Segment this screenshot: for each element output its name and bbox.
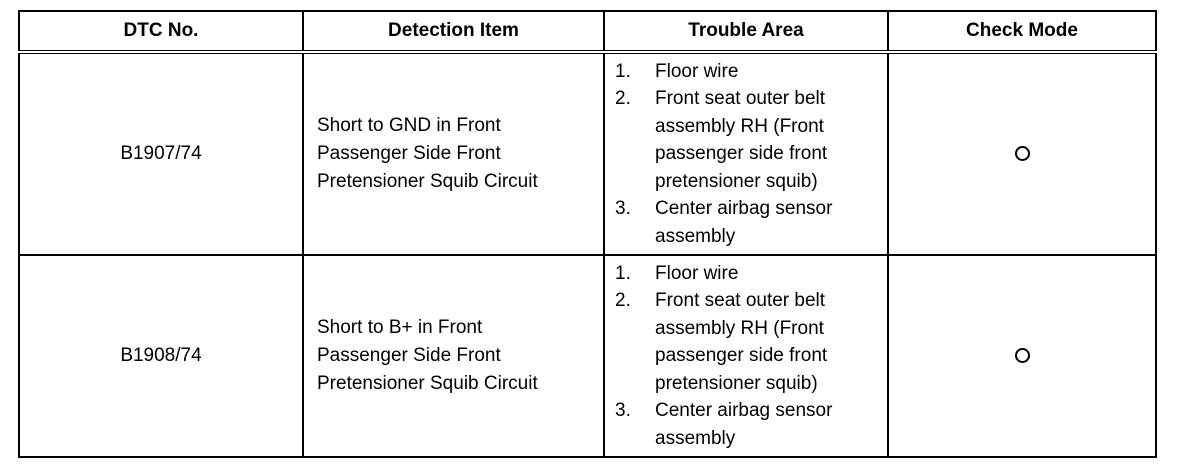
trouble-area [604,52,888,255]
dtc-table [18,10,1157,458]
list-item-line: Front seat outer belt [655,88,826,110]
dtc-code: B1907/74 [19,52,303,255]
list-item-text [655,397,887,452]
list-item-number: 1. [615,60,631,82]
header-dtc-no: DTC No. [19,11,303,52]
list-item-line: passenger side front [655,143,828,165]
list-item-line: Center airbag sensor [655,198,833,220]
dtc-code: B1908/74 [19,255,303,457]
trouble-area-list [615,58,887,251]
list-item [615,85,887,195]
list-item-number: 2. [615,290,631,312]
header-check-mode: Check Mode [888,11,1156,52]
list-item-number: 3. [615,400,631,422]
check-mode [888,255,1156,457]
check-mode [888,52,1156,255]
detection-item [303,255,604,457]
header-trouble-area: Trouble Area [604,11,888,52]
detection-line: Short to B+ in Front [317,317,483,338]
list-item-text [655,85,887,195]
list-item-number: 1. [615,262,631,284]
list-item-line: Floor wire [655,60,739,82]
list-item [615,287,887,397]
trouble-area [604,255,888,457]
list-item-number: 2. [615,88,631,110]
check-mode-circle-icon [1015,348,1030,363]
list-item-number: 3. [615,198,631,220]
detection-line: Short to GND in Front [317,115,501,136]
list-item-line: Center airbag sensor [655,400,833,422]
list-item-line: passenger side front [655,345,828,367]
list-item-line: assembly RH (Front [655,115,824,137]
list-item-line: pretensioner squib) [655,170,818,192]
table-header-row [19,11,1156,52]
detection-line: Pretensioner Squib Circuit [317,171,538,192]
list-item-line: assembly [655,225,736,247]
detection-item [303,52,604,255]
list-item [615,58,887,86]
detection-line: Passenger Side Front [317,143,501,164]
header-detection-item: Detection Item [303,11,604,52]
detection-line: Passenger Side Front [317,345,501,366]
list-item-text [655,195,887,250]
list-item-text [655,58,887,86]
list-item-line: assembly [655,427,736,449]
list-item-line: Floor wire [655,262,739,284]
list-item [615,260,887,288]
list-item-text [655,287,887,397]
list-item-text [655,260,887,288]
list-item-line: pretensioner squib) [655,372,818,394]
trouble-area-list [615,260,887,453]
list-item-line: assembly RH (Front [655,317,824,339]
detection-line: Pretensioner Squib Circuit [317,373,538,394]
list-item [615,195,887,250]
list-item-line: Front seat outer belt [655,290,826,312]
list-item [615,397,887,452]
check-mode-circle-icon [1015,146,1030,161]
table-row [19,52,1156,255]
table-row [19,255,1156,457]
